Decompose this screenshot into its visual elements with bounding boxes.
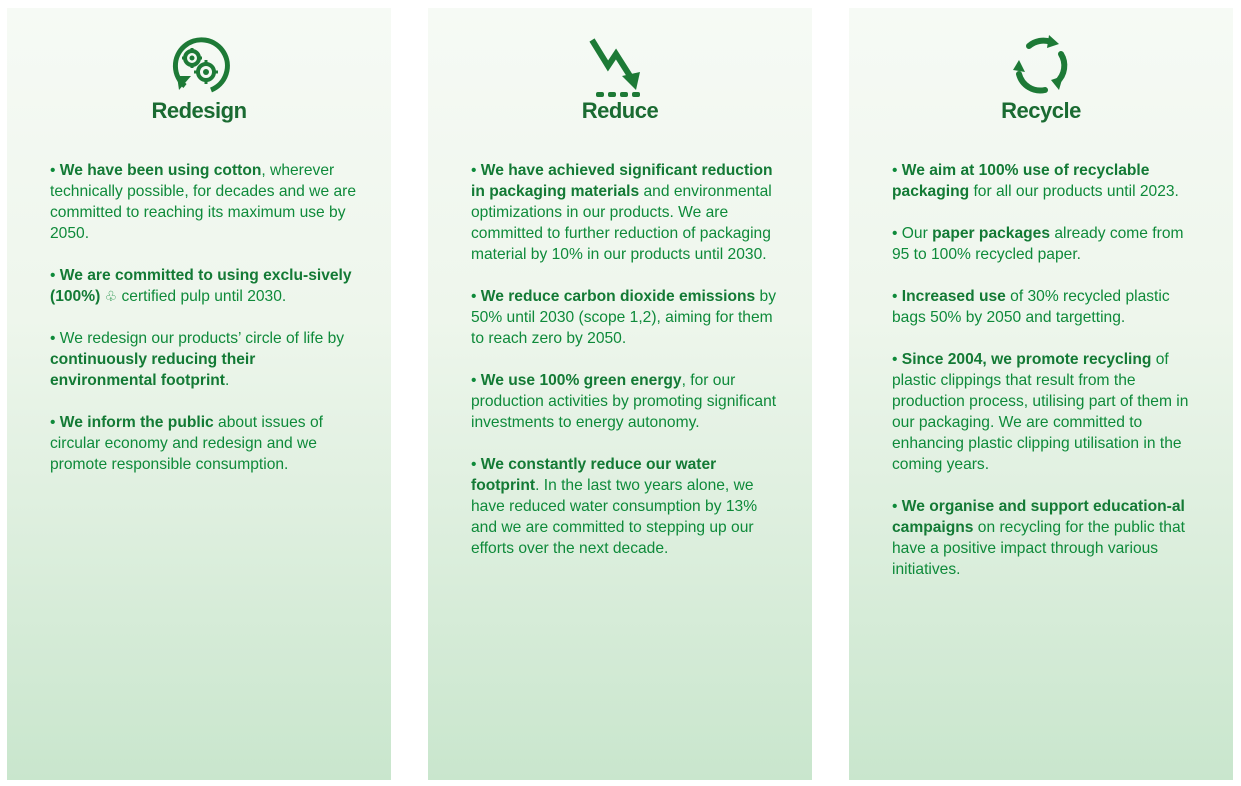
- text: already come from 95 to 100% recycled paper.: [892, 225, 1184, 263]
- bold-text: We reduce carbon dioxide emissions: [480, 288, 756, 305]
- text: •: [50, 162, 60, 179]
- bold-text: We use 100% green energy: [480, 372, 682, 389]
- text: .: [225, 372, 230, 389]
- bold-text: Increased use: [901, 288, 1006, 305]
- text: on recycling for the public that have a positive impact through various initiatives.: [892, 519, 1185, 578]
- bold-text: paper packages: [932, 225, 1051, 242]
- panel-header: [428, 32, 812, 124]
- reduce-panel: [428, 8, 812, 780]
- text: •: [892, 351, 902, 368]
- text: by 50% until 2030 (scope 1,2), aiming for them to reach zero by 2050.: [471, 288, 777, 347]
- bold-text: We constantly reduce our water footprint: [471, 456, 717, 494]
- list-item: [50, 412, 361, 475]
- list-item: [471, 160, 782, 265]
- text: of 30% recycled plastic bags 50% by 2050 and targetting.: [892, 288, 1170, 326]
- list-item: [50, 160, 361, 244]
- bold-text: We organise and support education-al campaigns: [892, 498, 1185, 536]
- text: •: [892, 162, 902, 179]
- panel-header: [849, 32, 1233, 124]
- text: , for our production activities by promoting significant investments to energy autonomy.: [471, 372, 777, 431]
- text: for all our products until 2023.: [969, 183, 1179, 200]
- text: certified pulp until 2030.: [117, 288, 287, 305]
- panel-header: [7, 32, 391, 124]
- list-item: [50, 265, 361, 307]
- panel-title: Redesign: [151, 98, 247, 123]
- list-item: [892, 160, 1203, 202]
- text: •: [50, 267, 60, 284]
- text: • Our: [892, 225, 933, 242]
- downward-arrow-icon: [586, 32, 654, 100]
- text: • We redesign our products’ circle of life by: [50, 330, 345, 347]
- recycle-icon: [1007, 32, 1075, 100]
- bold-text: continuously reducing their environmental footprint: [50, 351, 256, 389]
- text: •: [892, 498, 902, 515]
- bold-text: We are committed to using exclu-sively (100%): [50, 267, 352, 305]
- panel-title: Reduce: [581, 98, 659, 123]
- list-item: [892, 496, 1203, 580]
- text: about issues of circular economy and redesign and we promote responsible consumption.: [50, 414, 323, 473]
- bold-text: We aim at 100% use of recyclable packaging: [892, 162, 1150, 200]
- bold-text: We have been using cotton: [59, 162, 262, 179]
- list-item: [471, 370, 782, 433]
- text: •: [471, 162, 481, 179]
- panel-items: [471, 160, 782, 580]
- redesign-panel: [7, 8, 391, 780]
- bold-text: Since 2004, we promote recycling: [901, 351, 1152, 368]
- text: •: [471, 456, 481, 473]
- panel-items: [892, 160, 1203, 601]
- fsc-tree-icon: ♧: [104, 288, 118, 304]
- gears-cycle-icon: [165, 32, 233, 100]
- text: , wherever technically possible, for decades and we are committed to reaching its maximum use by 2050.: [50, 162, 356, 242]
- bold-text: We have achieved significant reduction in packaging materials: [471, 162, 773, 200]
- panel-items: [50, 160, 361, 496]
- list-item: [892, 223, 1203, 265]
- text: •: [471, 372, 481, 389]
- text: . In the last two years alone, we have reduced water consumption by 13% and we are committed to stepping up our efforts over the next decade.: [471, 477, 758, 557]
- panel-title: Recycle: [1001, 98, 1081, 123]
- text: •: [471, 288, 481, 305]
- list-item: [892, 349, 1203, 475]
- text: •: [50, 414, 60, 431]
- recycle-panel: [849, 8, 1233, 780]
- text: of plastic clippings that result from the production process, utilising part of them in our packaging. We are committed to enhancing plastic clipping utilisation in the coming years.: [892, 351, 1189, 473]
- text: •: [892, 288, 902, 305]
- list-item: [471, 454, 782, 559]
- list-item: [471, 286, 782, 349]
- list-item: [50, 328, 361, 391]
- bold-text: We inform the public: [59, 414, 214, 431]
- list-item: [892, 286, 1203, 328]
- text: and environmental optimizations in our products. We are committed to further reduction of packaging material by 10% in our products until 2030.: [471, 183, 772, 263]
